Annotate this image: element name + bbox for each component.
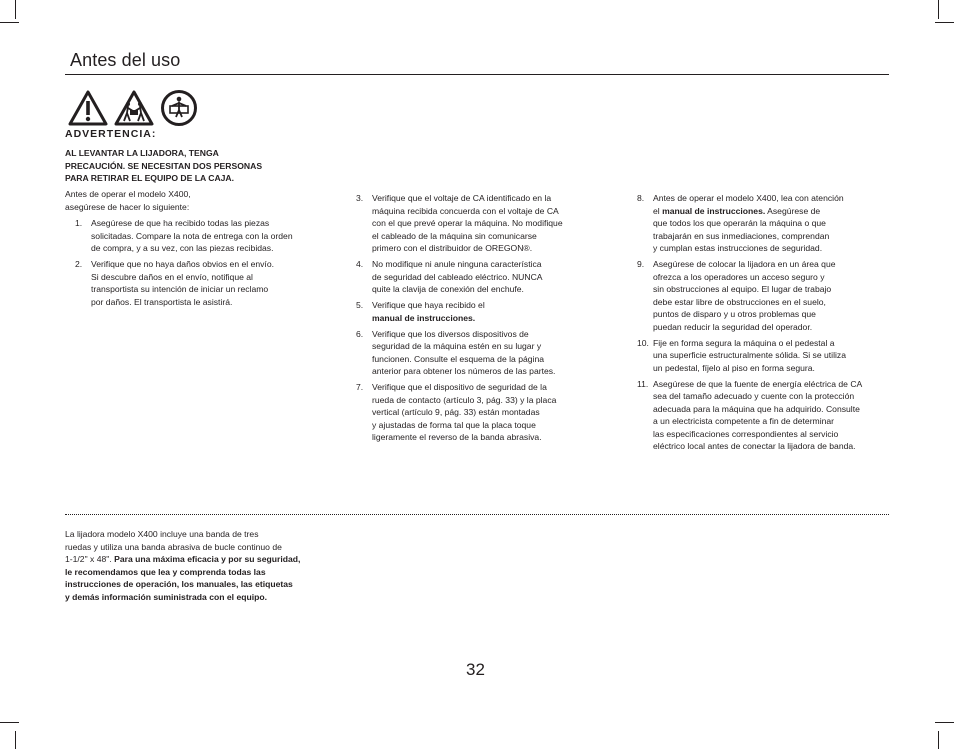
item-line: anterior para obtener los números de las partes. — [372, 366, 556, 376]
note-line — [65, 553, 325, 566]
crop-mark-top-right-v — [938, 0, 939, 19]
item-line: Asegúrese de que ha recibido todas las piezas — [91, 218, 270, 228]
warning-line: PARA RETIRAR EL EQUIPO DE LA CAJA. — [65, 173, 235, 183]
crop-mark-bottom-left-v — [15, 731, 16, 749]
dotted-divider — [65, 514, 889, 515]
item-line: un pedestal, fíjelo al piso en forma segura. — [653, 362, 815, 373]
checklist-column-3 — [637, 192, 892, 456]
item-line: Verifique que el dispositivo de seguridad de la — [372, 382, 547, 392]
title-rule — [65, 74, 889, 75]
item-line: No modifique ni anule ninguna característica — [372, 259, 542, 269]
list-item — [637, 337, 892, 375]
item-line: Antes de operar el modelo X400, lea con atención — [653, 193, 844, 203]
list-item — [356, 381, 606, 444]
item-number: 5. — [356, 300, 364, 310]
crop-mark-bottom-left-h — [0, 722, 19, 723]
item-line: adecuada para la máquina que ha adquirido. Consulte — [653, 403, 860, 414]
warning-heading: ADVERTENCIA: — [65, 128, 157, 140]
intro-line: Antes de operar el modelo X400, — [65, 189, 191, 199]
item-line: rueda de contacto (artículo 3, pág. 33) y la placa — [372, 394, 557, 405]
item-line: funcionen. Consulte el esquema de la página — [372, 353, 544, 364]
page-number: 32 — [466, 660, 485, 679]
item-line: Verifique que no haya daños obvios en el envío. — [91, 259, 274, 269]
note-text: 1-1/2" x 48". — [65, 554, 115, 564]
checklist-column-1 — [75, 217, 325, 312]
item-number: 1. — [75, 218, 83, 228]
note-line: ruedas y utiliza una banda abrasiva de bucle continuo de — [65, 541, 282, 552]
item-line: seguridad de la máquina estén en su lugar y — [372, 341, 542, 351]
manual-reference: manual de instrucciones. — [662, 205, 766, 216]
list-item — [637, 192, 892, 255]
item-number: 7. — [356, 382, 364, 392]
list-item — [356, 258, 606, 296]
item-line: transportista su intención de iniciar un reclamo — [91, 284, 269, 294]
list-item — [356, 299, 606, 324]
item-line: puntos de disparo y u otros problemas que — [653, 309, 816, 319]
item-line: puedan reducir la seguridad del operador. — [653, 321, 813, 332]
crop-mark-bottom-right-h — [935, 722, 954, 723]
item-number: 11. — [637, 378, 649, 389]
intro-line: asegúrese de hacer lo siguiente: — [65, 201, 190, 212]
item-line: con el que prevé operar la máquina. No modifique — [372, 218, 563, 228]
crop-mark-top-right-h — [935, 22, 954, 23]
item-line: trabajarán en sus inmediaciones, comprendan — [653, 230, 830, 241]
warning-triangle-icon — [68, 90, 108, 126]
checklist-column-2 — [356, 192, 606, 447]
page-title: Antes del uso — [70, 50, 181, 70]
item-line — [653, 205, 892, 218]
item-number: 2. — [75, 259, 83, 269]
item-line: eléctrico local antes de conectar la lijadora de banda. — [653, 441, 856, 451]
item-line: Verifique que haya recibido el — [372, 300, 485, 310]
item-number: 10. — [637, 337, 649, 348]
item-line: quite la clavija de conexión del enchufe. — [372, 284, 524, 294]
item-line: máquina recibida concuerda con el voltaje de CA — [372, 205, 559, 216]
item-text: Asegúrese de — [765, 205, 821, 216]
item-line: las especificaciones correspondientes al servicio — [653, 428, 839, 439]
warning-icons — [68, 89, 198, 127]
manual-reference: manual de instrucciones. — [372, 312, 476, 323]
item-line: Asegúrese de que la fuente de energía eléctrica de CA — [653, 378, 863, 389]
two-person-lift-icon — [114, 90, 154, 126]
item-line: vertical (artículo 9, pág. 33) están montadas — [372, 407, 540, 417]
item-number: 6. — [356, 328, 364, 339]
item-line: ligeramente el reverso de la banda abrasiva. — [372, 432, 542, 442]
item-line: sea del tamaño adecuado y cuente con la protección — [653, 391, 855, 401]
item-line: Verifique que los diversos dispositivos de — [372, 328, 529, 339]
lift-box-icon — [160, 89, 198, 127]
warning-text — [65, 147, 295, 185]
item-number: 9. — [637, 259, 645, 269]
crop-mark-bottom-right-v — [938, 731, 939, 749]
note-emphasis: Para una máxima eficacia y por su seguridad, — [114, 554, 301, 564]
item-line: por daños. El transportista le asistirá. — [91, 296, 233, 307]
item-number: 3. — [356, 193, 364, 203]
list-item — [75, 217, 325, 255]
warning-line: PRECAUCIÓN. SE NECESITAN DOS PERSONAS — [65, 160, 263, 171]
list-item — [75, 258, 325, 308]
note-line: y demás información suministrada con el equipo. — [65, 591, 267, 602]
item-line: primero con el distribuidor de OREGON®. — [372, 243, 533, 253]
note-line: instrucciones de operación, los manuales, las etiquetas — [65, 579, 293, 589]
item-line: de compra, y a su vez, con las piezas recibidas. — [91, 243, 274, 253]
item-line: que todos los que operarán la máquina o que — [653, 218, 826, 228]
item-line: ofrezca a los operadores un acceso seguro y — [653, 271, 825, 282]
note-line: La lijadora modelo X400 incluye una banda de tres — [65, 529, 259, 539]
crop-mark-top-left-h — [0, 22, 19, 23]
item-line: a un electricista competente a fin de determinar — [653, 416, 835, 426]
crop-mark-top-left-v — [15, 0, 16, 19]
bottom-note — [65, 528, 325, 603]
item-line: Si descubre daños en el envío, notifique al — [91, 271, 253, 282]
list-item — [356, 328, 606, 378]
item-number: 4. — [356, 259, 364, 269]
list-item — [637, 378, 892, 453]
item-line: y ajustadas de forma tal que la placa toque — [372, 419, 536, 430]
item-line: debe estar libre de obstrucciones en el suelo, — [653, 296, 826, 307]
item-text: el — [653, 205, 663, 216]
item-line: y cumplan estas instrucciones de seguridad. — [653, 243, 823, 253]
item-line: Asegúrese de colocar la lijadora en un área que — [653, 259, 836, 269]
item-line: el cableado de la máquina sin comunicarse — [372, 230, 537, 241]
warning-line: AL LEVANTAR LA LIJADORA, TENGA — [65, 148, 219, 158]
item-number: 8. — [637, 193, 645, 203]
intro-text — [65, 188, 315, 213]
list-item — [356, 192, 606, 255]
item-line: solicitadas. Compare la nota de entrega con la orden — [91, 230, 293, 241]
item-line: Verifique que el voltaje de CA identificado en la — [372, 193, 552, 203]
note-line: le recomendamos que lea y comprenda todas las — [65, 566, 266, 577]
item-line: sin obstrucciones al equipo. El lugar de trabajo — [653, 284, 832, 294]
item-line: Fije en forma segura la máquina o el pedestal a — [653, 337, 835, 348]
item-line: una superficie estructuralmente sólida. Si se utiliza — [653, 350, 846, 360]
list-item — [637, 258, 892, 333]
item-line: de seguridad del cableado eléctrico. NUNCA — [372, 271, 543, 282]
